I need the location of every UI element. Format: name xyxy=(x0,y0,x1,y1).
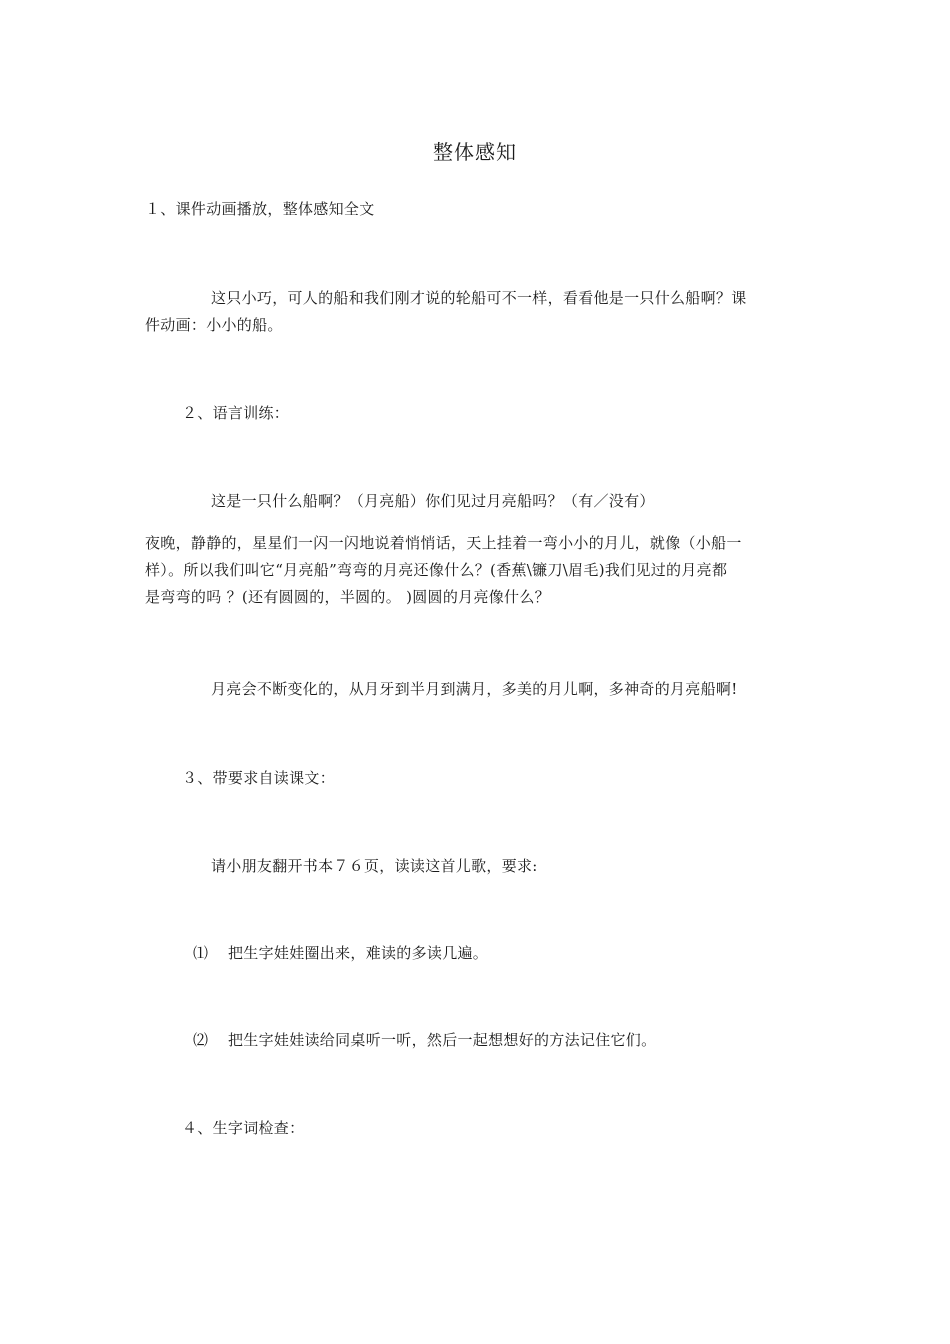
section-heading-1: １、课件动画播放，整体感知全文 xyxy=(145,200,375,218)
paragraph-3-line-3: 是弯弯的吗 ？(还有圆圆的，半圆的。 )圆圆的月亮像什么？ xyxy=(145,588,550,606)
paragraph-5: 请小朋友翻开书本７６页，读读这首儿歌，要求: xyxy=(211,857,538,875)
page-title: 整体感知 xyxy=(433,140,517,164)
list-item-1-marker: ⑴ xyxy=(193,944,209,962)
section-heading-4: ４、生字词检查： xyxy=(182,1119,305,1137)
paragraph-3-line-1: 夜晚，静静的，星星们一闪一闪地说着悄悄话，天上挂着一弯小小的月儿，就像（小船一 xyxy=(145,534,742,552)
paragraph-1-line-1: 这只小巧，可人的船和我们刚才说的轮船可不一样，看看他是一只什么船啊？课 xyxy=(211,289,747,307)
section-heading-3: ３、带要求自读课文： xyxy=(182,769,336,787)
section-heading-2: ２、语言训练： xyxy=(182,404,290,422)
list-item-2-text: 把生字娃娃读给同桌听一听，然后一起想想好的方法记住它们。 xyxy=(228,1031,657,1049)
paragraph-4: 月亮会不断变化的，从月牙到半月到满月，多美的月儿啊，多神奇的月亮船啊! xyxy=(211,680,738,698)
paragraph-1-line-2: 件动画：小小的船。 xyxy=(145,316,283,334)
list-item-2-marker: ⑵ xyxy=(193,1031,209,1049)
paragraph-2: 这是一只什么船啊？（月亮船）你们见过月亮船吗？（有／没有） xyxy=(211,492,655,510)
paragraph-3-line-2: 样）。所以我们叫它“月亮船”弯弯的月亮还像什么？(香蕉\镰刀\眉毛)我们见过的月亮都 xyxy=(145,561,728,579)
list-item-1-text: 把生字娃娃圈出来，难读的多读几遍。 xyxy=(228,944,489,962)
